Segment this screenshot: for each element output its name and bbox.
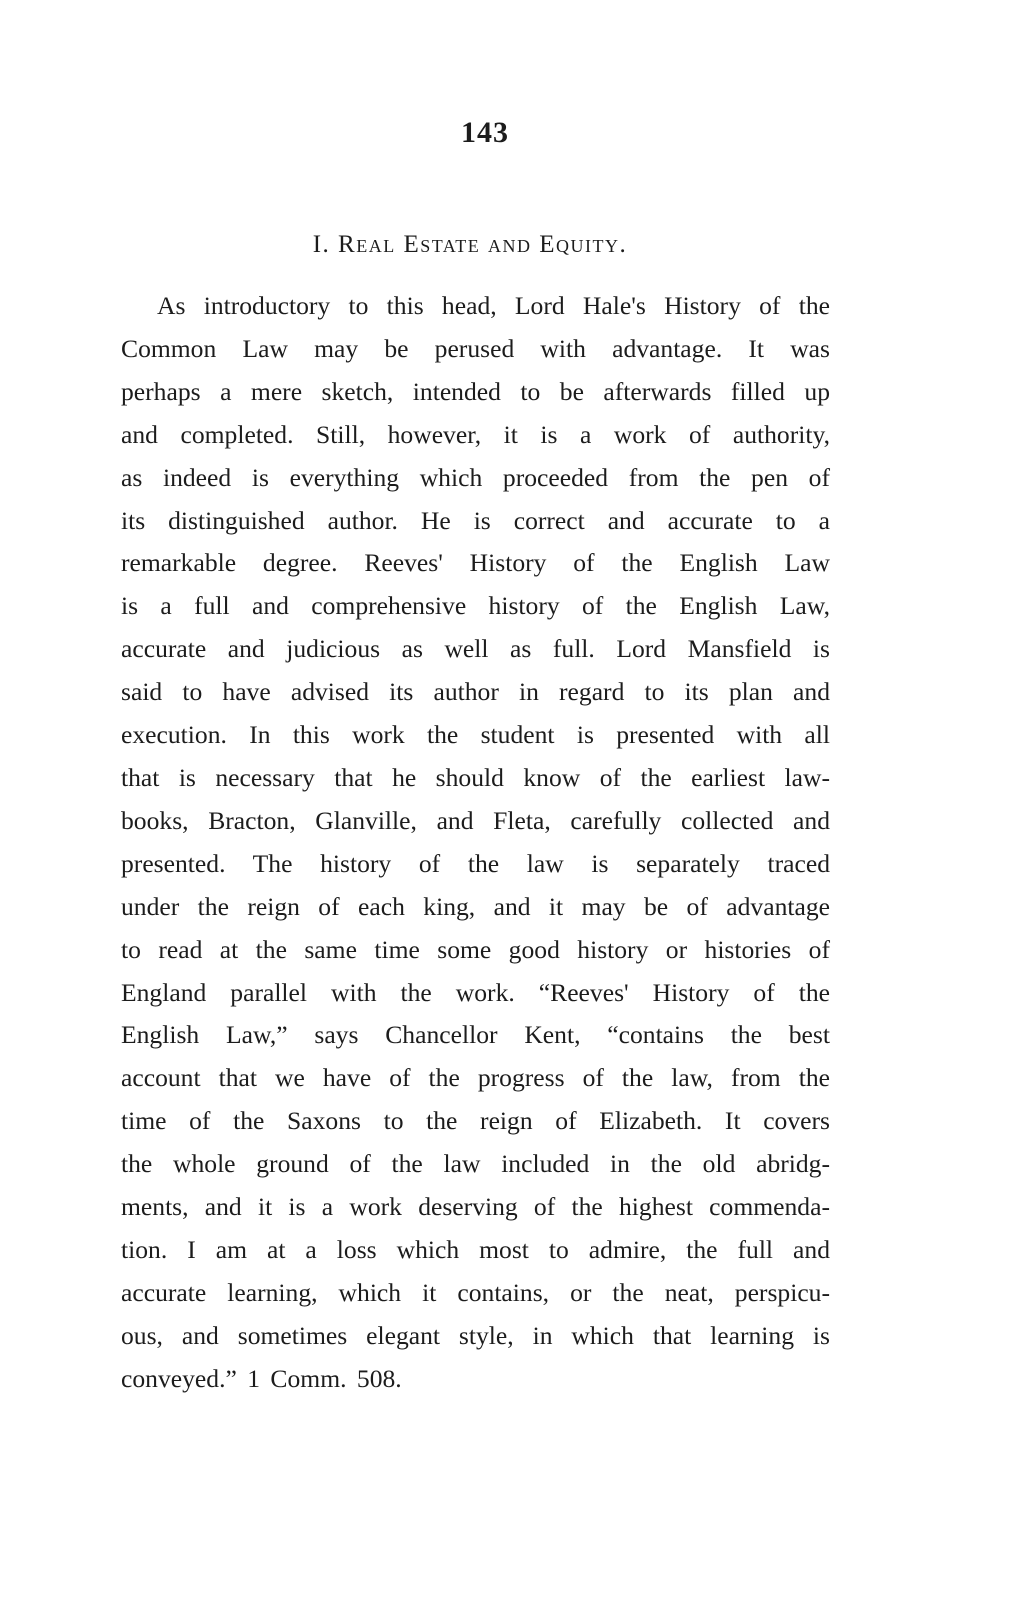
page-number: 143 — [461, 116, 509, 149]
text-line: execution. In this work the student is presented with all — [121, 720, 830, 750]
text-line: England parallel with the work. “Reeves' History of the — [121, 977, 830, 1007]
text-line: ments, and it is a work deserving of the highest commenda- — [121, 1192, 830, 1222]
text-line: presented. The history of the law is separately traced — [121, 848, 830, 878]
text-line: and completed. Still, however, it is a work of authority, — [121, 419, 830, 449]
text-line: English Law,” says Chancellor Kent, “contains the best — [121, 1020, 830, 1050]
text-line: conveyed.” 1 Comm. 508. — [121, 1363, 402, 1393]
text-line: books, Bracton, Glanville, and Fleta, carefully collected and — [121, 805, 830, 835]
text-line: perhaps a mere sketch, intended to be afterwards filled up — [121, 376, 830, 406]
body-paragraph — [121, 285, 830, 1401]
text-line: tion. I am at a loss which most to admire, the full and — [121, 1234, 830, 1264]
text-line: Common Law may be perused with advantage. It was — [121, 333, 830, 363]
text-line: under the reign of each king, and it may be of advantage — [121, 891, 830, 921]
text-line: the whole ground of the law included in the old abridg- — [121, 1149, 830, 1179]
text-line: As introductory to this head, Lord Hale's History of the — [157, 291, 830, 320]
text-line: is a full and comprehensive history of the English Law, — [121, 591, 830, 621]
text-line: remarkable degree. Reeves' History of the English Law — [121, 548, 830, 578]
text-line: ous, and sometimes elegant style, in which that learning is — [121, 1320, 830, 1350]
text-line: accurate learning, which it contains, or the neat, perspicu- — [121, 1277, 830, 1307]
text-line: accurate and judicious as well as full. Lord Mansfield is — [121, 634, 830, 664]
text-line: its distinguished author. He is correct and accurate to a — [121, 505, 830, 535]
section-heading: I. Real Estate and Equity. — [312, 231, 628, 258]
text-line: to read at the same time some good history or histories of — [121, 934, 830, 964]
text-line: account that we have of the progress of the law, from the — [121, 1063, 830, 1093]
text-line: said to have advised its author in regard to its plan and — [121, 677, 830, 707]
text-line: as indeed is everything which proceeded from the pen of — [121, 462, 830, 492]
text-line: that is necessary that he should know of the earliest law- — [121, 762, 830, 792]
text-line: time of the Saxons to the reign of Elizabeth. It covers — [121, 1106, 830, 1136]
